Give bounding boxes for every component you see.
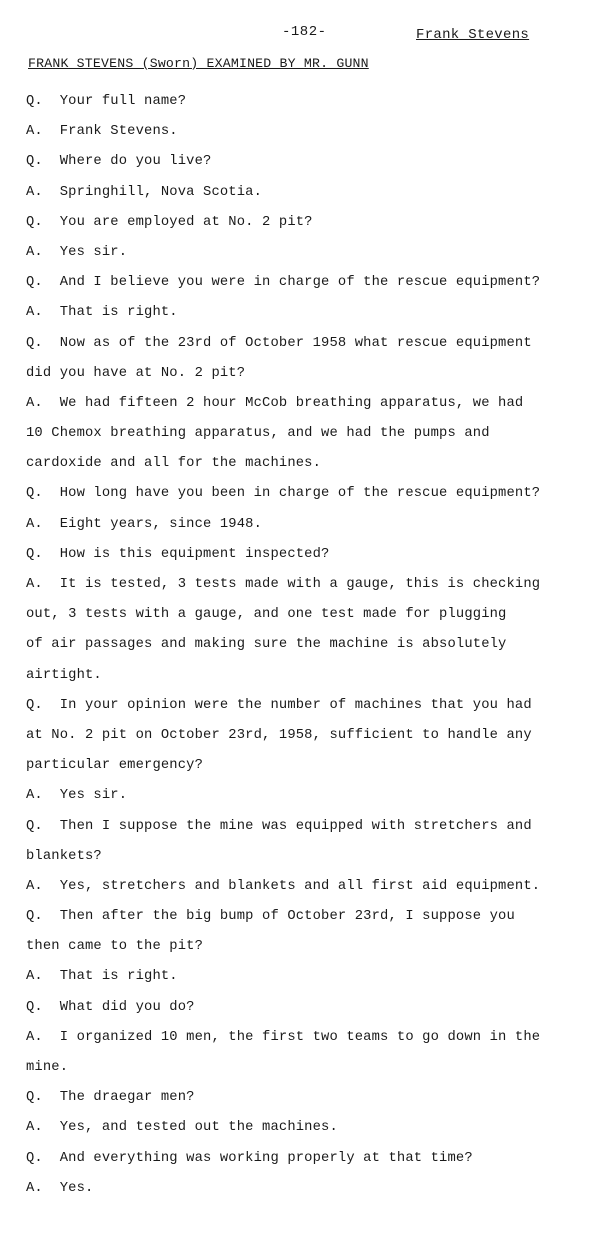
testimony-line: A. Eight years, since 1948. xyxy=(26,516,263,532)
testimony-line: A. Yes sir. xyxy=(26,788,128,804)
testimony-line: then came to the pit? xyxy=(26,939,204,955)
testimony-line: Q. You are employed at No. 2 pit? xyxy=(26,214,313,230)
testimony-line: A. Yes. xyxy=(26,1180,94,1196)
testimony-line: particular emergency? xyxy=(26,758,204,774)
testimony-line: Q. Then I suppose the mine was equipped with stretchers and xyxy=(26,818,532,834)
testimony-line: A. That is right. xyxy=(26,969,178,985)
testimony-line: Q. And everything was working properly at that time? xyxy=(26,1150,473,1166)
testimony-line: Q. Where do you live? xyxy=(26,154,212,170)
testimony-line: A. That is right. xyxy=(26,305,178,321)
testimony-line: of air passages and making sure the machine is absolutely xyxy=(26,637,507,653)
testimony-line: Q. How is this equipment inspected? xyxy=(26,546,330,562)
testimony-line: Q. Then after the big bump of October 23rd, I suppose you xyxy=(26,909,515,925)
testimony-line: Q. What did you do? xyxy=(26,999,195,1015)
testimony-line: A. We had fifteen 2 hour McCob breathing apparatus, we had xyxy=(26,395,524,411)
testimony-line: airtight. xyxy=(26,667,102,683)
testimony-line: cardoxide and all for the machines. xyxy=(26,456,322,472)
testimony-line: Q. The draegar men? xyxy=(26,1090,195,1106)
testimony-line: A. Springhill, Nova Scotia. xyxy=(26,184,263,200)
testimony-line: Q. And I believe you were in charge of the rescue equipment? xyxy=(26,275,541,291)
examination-heading: FRANK STEVENS (Sworn) EXAMINED BY MR. GUNN xyxy=(28,56,369,71)
testimony-line: Q. In your opinion were the number of machines that you had xyxy=(26,697,532,713)
testimony-line: A. Yes, stretchers and blankets and all first aid equipment. xyxy=(26,878,541,894)
testimony-line: mine. xyxy=(26,1060,69,1075)
testimony-line: A. I organized 10 men, the first two teams to go down in the xyxy=(26,1029,541,1045)
testimony-line: blankets? xyxy=(26,848,102,864)
testimony-body xyxy=(26,87,586,1204)
testimony-line: Q. How long have you been in charge of the rescue equipment? xyxy=(26,486,541,502)
testimony-line: 10 Chemox breathing apparatus, and we had the pumps and xyxy=(26,426,490,442)
testimony-line: A. Yes sir. xyxy=(26,244,128,260)
testimony-line: A. Frank Stevens. xyxy=(26,124,178,140)
testimony-line: Q. Your full name? xyxy=(26,94,187,109)
testimony-line: Q. Now as of the 23rd of October 1958 what rescue equipment xyxy=(26,335,532,351)
testimony-line: A. Yes, and tested out the machines. xyxy=(26,1120,338,1136)
witness-name-header: Frank Stevens xyxy=(416,27,530,43)
testimony-line: out, 3 tests with a gauge, and one test made for plugging xyxy=(26,607,507,623)
testimony-line: A. It is tested, 3 tests made with a gauge, this is checking xyxy=(26,577,541,592)
testimony-line: at No. 2 pit on October 23rd, 1958, sufficient to handle any xyxy=(26,727,532,743)
page-number: -182- xyxy=(282,24,327,40)
testimony-line: did you have at No. 2 pit? xyxy=(26,365,246,381)
